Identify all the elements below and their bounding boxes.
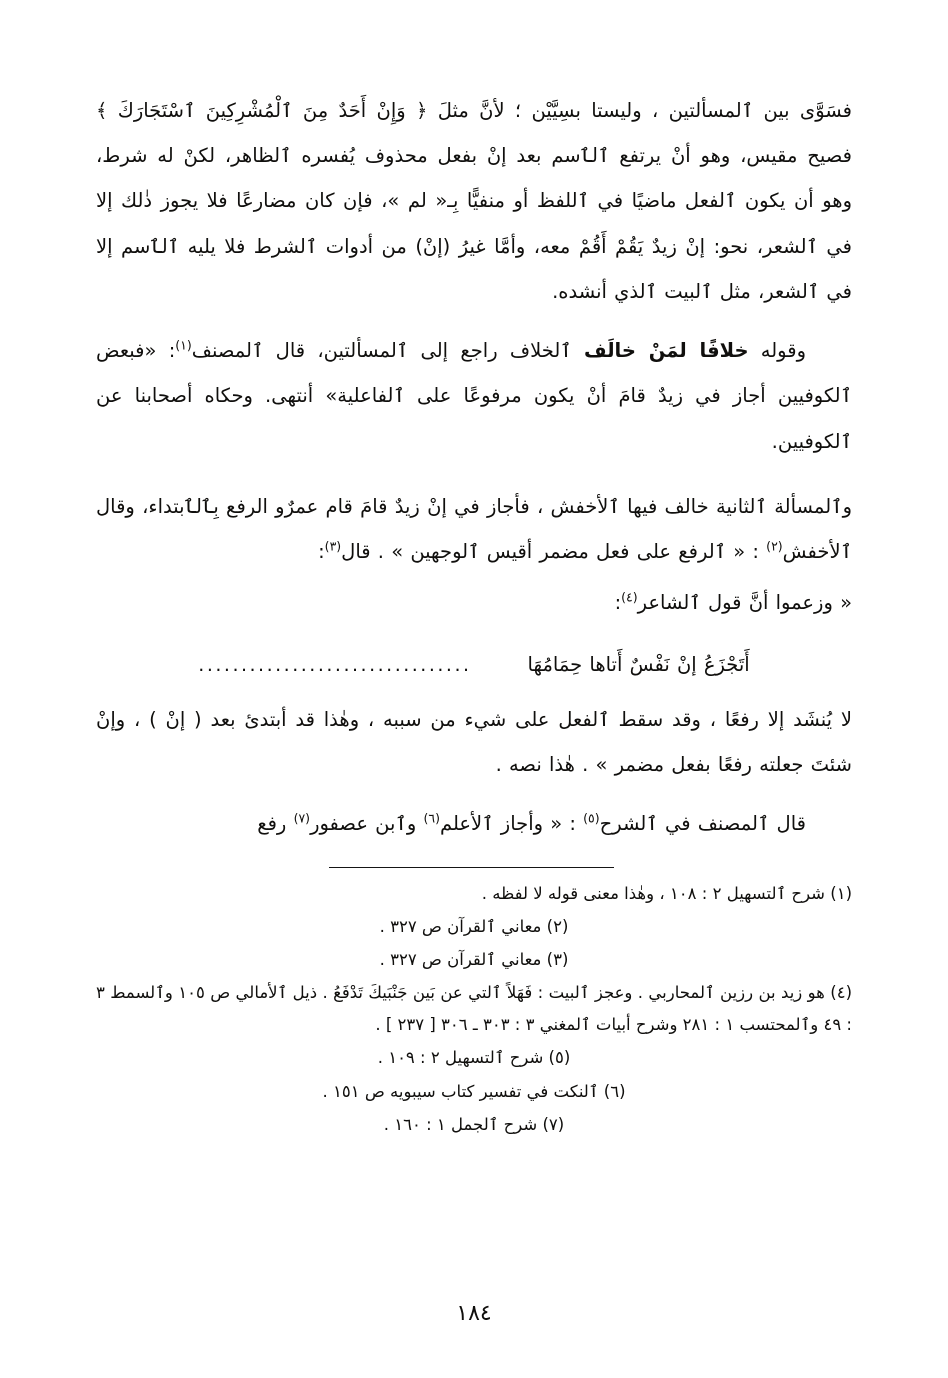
paragraph-2-mid: ٱلخلاف راجع إلى ٱلمسألتين، قال ٱلمصنف bbox=[191, 339, 584, 363]
footnote-marker: (٦) bbox=[603, 1081, 626, 1101]
verse-hemistich-right: أَتَجْزَعُ إنْ نَفْسٌ أَتاها حِمَامُهَا bbox=[527, 652, 750, 676]
footnote-marker: (٢) bbox=[546, 916, 569, 936]
paragraph-6 bbox=[96, 801, 852, 846]
paragraph-6-lead: قال ٱلمصنف في ٱلشرح bbox=[599, 812, 806, 836]
paragraph-5-text: لا يُنشَد إلا رفعًا ، وقد سقط ٱلفعل على شيء من سببه ، وهٰذا قد أبتدئ بعد ( إنْ ) ، وإنْ شئتَ جعلته رفعًا بفعل مضمر » . هٰذا نصه . bbox=[96, 707, 852, 777]
footnote-ref-5: (٥) bbox=[583, 810, 600, 826]
paragraph-2 bbox=[96, 328, 852, 464]
paragraph-3-tail: : bbox=[318, 540, 325, 564]
paragraph-spacer bbox=[96, 470, 852, 484]
footnote-marker: (٧) bbox=[542, 1114, 565, 1134]
paragraph-4-tail: : bbox=[614, 591, 622, 615]
footnote-marker: (٣) bbox=[546, 949, 569, 969]
footnote-ref-2: (٢) bbox=[766, 538, 783, 554]
footnote-item bbox=[96, 911, 852, 943]
paragraph-5 bbox=[96, 697, 852, 787]
footnote-item bbox=[96, 1109, 852, 1141]
paragraph-spacer bbox=[96, 793, 852, 801]
paragraph-3-lead: وٱلمسألة ٱلثانية خالف فيها ٱلأخفش ، فأجاز في إنْ زيدٌ قامَ قام عمرٌو الرفع بِٱلٱبتداء، وقال ٱلأخفش bbox=[96, 494, 852, 564]
footnote-ref-6: (٦) bbox=[423, 810, 440, 826]
verse-hemistich-left-dots: ................................ bbox=[198, 653, 472, 676]
footnote-item bbox=[96, 977, 852, 1041]
footnote-text: معاني ٱلقرآن ص ٣٢٧ . bbox=[379, 916, 542, 936]
footnote-text: معاني ٱلقرآن ص ٣٢٧ . bbox=[379, 949, 542, 969]
footnote-item bbox=[96, 1042, 852, 1074]
paragraph-6-mid2: وٱبن عصفور bbox=[310, 812, 424, 836]
paragraph-6-tail: رفع bbox=[257, 812, 294, 836]
footnote-separator-rule bbox=[329, 867, 614, 868]
paragraph-2-bold-phrase: خلافًا لمَنْ خالَف bbox=[583, 339, 749, 363]
paragraph-3 bbox=[96, 484, 852, 574]
footnote-ref-7: (٧) bbox=[293, 810, 311, 826]
paragraph-spacer bbox=[96, 320, 852, 328]
body-text-block bbox=[96, 88, 852, 847]
paragraph-4 bbox=[96, 580, 852, 625]
paragraph-1 bbox=[96, 88, 852, 314]
footnote-item bbox=[96, 1076, 852, 1108]
page-number: ١٨٤ bbox=[456, 1301, 492, 1326]
footnote-marker: (١) bbox=[830, 883, 852, 903]
footnote-text: شرح ٱلجمل ١ : ١٦٠ . bbox=[383, 1114, 538, 1134]
footnote-text: شرح ٱلتسهيل ٢ : ١٠٨ ، وهٰذا معنى قوله لا لفظه . bbox=[481, 883, 825, 903]
footnote-item bbox=[96, 878, 852, 910]
footnote-ref-3: (٣) bbox=[324, 538, 342, 554]
paragraph-4-lead: « وزعموا أنَّ قول ٱلشاعر bbox=[637, 591, 852, 615]
footnote-text: شرح ٱلتسهيل ٢ : ١٠٩ . bbox=[377, 1048, 544, 1068]
footnotes-block bbox=[96, 878, 852, 1141]
footnote-text: هو زيد بن رزين ٱلمحاربي . وعجز ٱلبيت : فَهَلاً ٱلتي عن بَين جَنْبَيكَ تَدْفَعُ . ذيل ٱلأمالي ص ١٠٥ وٱلسمط ٣ : ٤٩ وٱلمحتسب ١ : ٢٨١ وشرح أبيات ٱلمغني ٣ : ٣٠٣ ـ ٣٠٦ [ ٢٣٧ ] . bbox=[96, 983, 852, 1035]
footnote-marker: (٤) bbox=[830, 983, 852, 1003]
footnote-ref-4: (٤) bbox=[621, 589, 638, 605]
verse-line bbox=[96, 642, 852, 687]
paragraph-1-text: فسَوَّى بين ٱلمسألتين ، وليستا بسِيَّيْن ؛ لأنَّ مثلَ ﴿ وَإِنْ أَحَدٌ مِنَ ٱلْمُشْرِكِينَ ٱسْتَجَارَكَ ﴾ فصيح مقيس، وهو أنْ يرتفع ٱلٱسم بعد إنْ بفعل محذوف يُفسره ٱلظاهر، لكنْ له شرط، وهو أن يكون ٱلفعل ماضيًا في ٱللفظ أو منفيًّا بِـ« لم »، فإن كان مضارعًا فلا يجوز ذٰلك إلا في ٱلشعر، نحو: إنْ زيدٌ يَقُمْ أَقُمْ معه، وأمَّا غيرُ (إنْ) من أدوات ٱلشرط فلا يليه ٱلٱسم إلا في ٱلشعر، مثل ٱلبيت ٱلذي أنشده. bbox=[96, 99, 852, 303]
footnote-ref-1: (١) bbox=[175, 337, 192, 353]
footnote-item bbox=[96, 944, 852, 976]
paragraph-2-lead: وقوله bbox=[748, 339, 806, 363]
footnote-text: ٱلنكت في تفسير كتاب سيبويه ص ١٥١ . bbox=[322, 1081, 599, 1101]
paragraph-2-tail: : «فبعض ٱلكوفيين أجاز في زيدٌ قامَ أنْ يكون مرفوعًا على ٱلفاعلية» أنتهى. وحكاه أصحابنا عن ٱلكوفيين. bbox=[96, 339, 852, 453]
paragraph-6-mid1: : « وأجاز ٱلأعلم bbox=[439, 812, 584, 836]
paragraph-3-mid: : « ٱلرفع على فعل مضمر أقيس ٱلوجهين » . قال bbox=[341, 540, 767, 564]
footnote-marker: (٥) bbox=[548, 1048, 571, 1068]
